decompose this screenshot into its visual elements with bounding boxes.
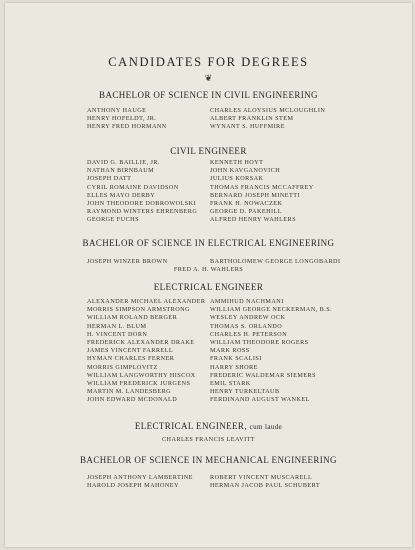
centered-name-ee-cum-laude: CHARLES FRANCIS LEAVITT (161, 436, 256, 443)
graduate-name: CHARLES ALOYSIUS MCLOUGHLIN (210, 107, 326, 114)
graduate-name: HAROLD JOSEPH MAHONEY (87, 482, 179, 490)
graduate-name: GEORGE D. PAKEHILL (210, 208, 282, 216)
centered-name-bs-electrical: FRED A. H. WAHLERS (173, 266, 244, 273)
graduate-name: MARTIN M. LANDESBERG (87, 388, 172, 396)
graduate-name: JOHN EDWARD MCDONALD (87, 396, 178, 404)
graduate-name: HENRY HOFELDT, JR. (87, 115, 157, 123)
graduate-name: WILLIAM LANGWORTHY HISCOX (87, 371, 196, 379)
graduate-name: JAMES VINCENT FARRELL (87, 347, 174, 355)
graduate-name: WILLIAM FREDERICK JURGENS (87, 380, 191, 388)
graduate-name: JOSEPH WINZER BROWN (87, 258, 168, 265)
graduate-name: THOMAS FRANCIS MCCAFFREY (210, 183, 314, 191)
graduate-name: HARRY SHORE (210, 363, 258, 371)
graduate-name: FERDINAND AUGUST WANKEL (210, 396, 310, 404)
graduate-name: ALFRED HENRY WAHLERS (210, 216, 297, 224)
cum-laude-label: cum laude (249, 423, 283, 431)
name-list-bs-civil-right (210, 107, 325, 132)
section-heading-civil-engineer: CIVIL ENGINEER (170, 146, 247, 156)
name-list-bs-electrical-left (87, 258, 168, 266)
name-list-bs-mechanical-left (87, 474, 193, 490)
graduate-name: FRANK H. NOWACZEK (210, 200, 283, 208)
graduate-name: HERMAN JACOB PAUL SCHUBERT (210, 482, 321, 490)
graduate-name: MORRIS SIMPSON ARMSTRONG (87, 306, 190, 314)
graduate-name: HENRY TURKELTAUB (210, 388, 280, 396)
graduate-name: ROBERT VINCENT MUSCARELL (210, 474, 313, 481)
graduate-name: HENRY FRED HORMANN (87, 123, 167, 131)
graduate-name: WYNANT S. HUFFMIRE (210, 123, 285, 131)
name-list-electrical-engineer-right (210, 298, 332, 405)
name-list-bs-mechanical-right (210, 474, 320, 490)
graduate-name: ALEXANDER MICHAEL ALEXANDER (87, 298, 206, 305)
graduate-name: WESLEY ANDREW OCK (210, 314, 286, 322)
name-list-civil-engineer-right (210, 159, 314, 225)
section-heading-bs-civil: BACHELOR OF SCIENCE IN CIVIL ENGINEERING (99, 90, 318, 100)
fleuron-ornament-icon: ❦ (204, 73, 213, 83)
graduate-name: GEORGE FUCHS (87, 216, 139, 224)
graduate-name: NATHAN BIRNBAUM (87, 167, 155, 175)
graduate-name: ANTHONY HAUGE (87, 107, 147, 114)
section-heading-bs-electrical: BACHELOR OF SCIENCE IN ELECTRICAL ENGINEERING (82, 238, 335, 248)
graduate-name: CYRIL ROMAINE DAVIDSON (87, 183, 179, 191)
graduate-name: JOSEPH DATT (87, 175, 132, 183)
graduate-name: FRANK SCALISI (210, 355, 262, 363)
graduate-name: FREDERIC WALDEMAR SIEMERS (210, 371, 317, 379)
name-list-bs-electrical-right (210, 258, 340, 266)
document-page (5, 3, 412, 547)
name-list-civil-engineer-left (87, 159, 197, 225)
page-title: CANDIDATES FOR DEGREES (108, 55, 309, 69)
graduate-name: H. VINCENT DORN (87, 330, 148, 338)
graduate-name: DAVID G. BAILLIE, JR. (87, 159, 160, 166)
graduate-name: JOSEPH ANTHONY LAMBERTINE (87, 474, 193, 481)
graduate-name: BERNARD JOSEPH MINETTI (210, 191, 300, 199)
section-heading-bs-mechanical: BACHELOR OF SCIENCE IN MECHANICAL ENGINEERING (80, 455, 337, 465)
graduate-name: AMMIHUD NACHMANI (210, 298, 284, 305)
name-list-bs-civil-left (87, 107, 167, 132)
graduate-name: THOMAS S. ORLANDO (210, 322, 283, 330)
graduate-name: JOHN KAVGANOVICH (210, 167, 281, 175)
graduate-name: HYMAN CHARLES FERNER (87, 355, 175, 363)
graduate-name: RAYMOND WINTERS EHRENBERG (87, 208, 198, 216)
graduate-name: WILLIAM THEODORE ROGERS (210, 339, 309, 347)
graduate-name: JULIUS KORSAK (210, 175, 264, 183)
graduate-name: MORRIS GIMPLOVITZ (87, 363, 158, 371)
section-heading-electrical-engineer: ELECTRICAL ENGINEER (153, 282, 264, 292)
graduate-name: JOHN THEODORE DOBROWOLSKI (87, 200, 197, 208)
graduate-name: FREDERICK ALEXANDER DRAKE (87, 339, 195, 347)
graduate-name: ELLES MAYO DERBY (87, 191, 156, 199)
graduate-name: HERMAN L. BLUM (87, 322, 147, 330)
graduate-name: KENNETH HOYT (210, 159, 264, 166)
graduate-name: WILLIAM GEORGE NECKERMAN, B.S. (210, 306, 333, 314)
graduate-name: BARTHOLOMEW GEORGE LONGOBARDI (210, 258, 341, 265)
graduate-name: WILLIAM ROLAND BERGER (87, 314, 178, 322)
graduate-name: ALBERT FRANKLIN STEM (210, 115, 294, 123)
graduate-name: EMIL STARK (210, 380, 251, 388)
graduate-name: CHARLES H. PETERSON (210, 330, 288, 338)
heading-text: ELECTRICAL ENGINEER, (134, 421, 247, 431)
section-heading-ee-cum-laude (5, 421, 412, 431)
graduate-name: MARK ROSS (210, 347, 250, 355)
name-list-electrical-engineer-left (87, 298, 205, 405)
